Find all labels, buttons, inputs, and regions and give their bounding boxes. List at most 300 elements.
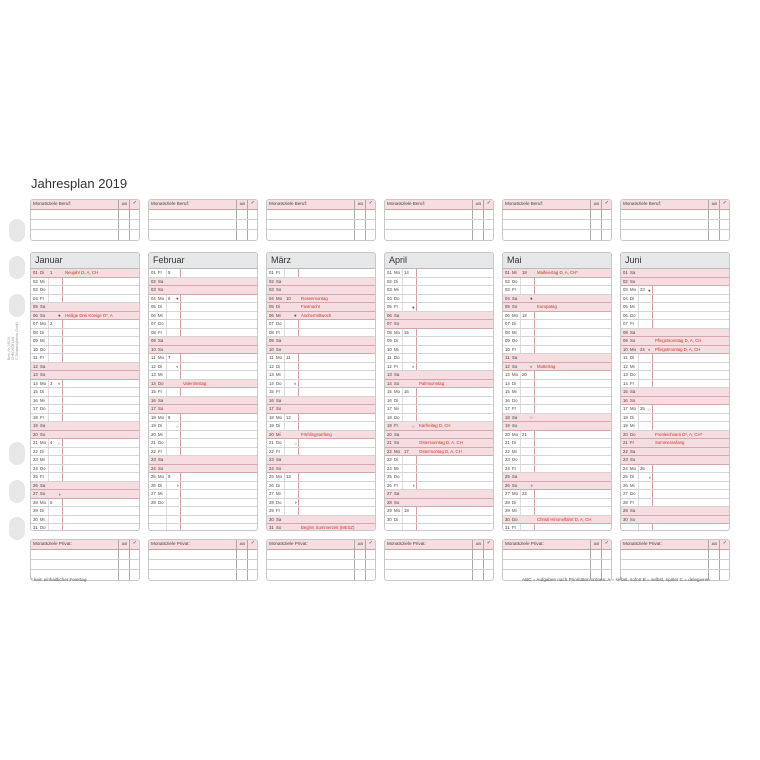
goals-line[interactable] [385,229,493,230]
day-row[interactable] [621,507,729,516]
day-row[interactable] [503,490,611,499]
day-number: 17 [269,406,274,411]
goals-line[interactable] [31,559,139,560]
day-row[interactable] [149,439,257,448]
weekday: Fr [276,389,281,394]
day-row[interactable] [267,499,375,508]
goals-line[interactable] [385,559,493,560]
day-row[interactable] [267,516,375,525]
day-row[interactable] [503,516,611,525]
day-row[interactable] [31,414,139,423]
weekday: Mi [40,338,45,343]
weekday: Sa [630,508,636,513]
day-row[interactable] [149,346,257,355]
day-row[interactable] [31,524,139,531]
day-row[interactable] [149,380,257,389]
weekday: Di [40,508,45,513]
day-row[interactable] [385,295,493,304]
day-row[interactable] [31,456,139,465]
day-number: 18 [33,414,38,420]
goals-box [502,539,612,581]
day-row[interactable] [503,414,611,423]
day-row[interactable] [149,524,257,531]
day-number: 19 [623,423,628,428]
page-title: Jahresplan 2019 [31,176,128,191]
day-row[interactable] [621,499,729,508]
day-number: 18 [387,414,392,420]
day-row[interactable] [621,286,729,295]
day-row[interactable] [267,295,375,304]
day-row[interactable] [621,397,729,406]
day-row[interactable] [267,490,375,499]
day-row[interactable] [267,363,375,372]
day-row[interactable] [385,363,493,372]
day-row[interactable] [621,516,729,525]
goals-line[interactable] [149,559,257,560]
moon-phase-icon: ● [176,296,179,301]
day-number: 15 [33,389,38,394]
weekday: Mo [276,355,282,360]
month-column [502,199,612,579]
day-number: 10 [387,346,392,352]
day-row[interactable] [31,329,139,338]
day-row[interactable] [621,439,729,448]
day-row[interactable] [385,312,493,321]
week-number: 10 [286,295,291,301]
side-imprint-line: Best.-Nr. 16219 [7,337,11,360]
day-row[interactable] [31,295,139,304]
holiday-label: Pfingstsonntag D, A, CH [655,338,702,343]
day-row[interactable] [621,320,729,329]
day-row[interactable] [31,269,139,278]
day-number: 12 [623,363,628,369]
day-row[interactable] [503,329,611,338]
goals-line[interactable] [149,569,257,570]
day-row[interactable] [31,405,139,414]
week-number: 5 [50,499,53,505]
day-row[interactable] [149,354,257,363]
day-row[interactable] [503,346,611,355]
day-row[interactable] [385,371,493,380]
day-row[interactable] [621,371,729,380]
day-row[interactable] [621,337,729,346]
day-row[interactable] [31,490,139,499]
day-row[interactable] [503,465,611,474]
day-row[interactable] [621,414,729,423]
day-row[interactable] [149,371,257,380]
day-row[interactable] [503,354,611,363]
day-row[interactable] [385,414,493,423]
day-row[interactable] [31,346,139,355]
day-row[interactable] [149,337,257,346]
day-row[interactable] [267,473,375,482]
day-number: 18 [623,414,628,420]
day-row[interactable] [503,278,611,287]
day-row[interactable] [31,363,139,372]
day-row[interactable] [31,507,139,516]
day-row[interactable] [385,354,493,363]
day-number: 15 [151,389,156,394]
day-row[interactable] [503,482,611,491]
day-row[interactable] [621,456,729,465]
day-row[interactable] [503,269,611,278]
day-row[interactable] [149,507,257,516]
day-row[interactable] [503,422,611,431]
day-row[interactable] [503,499,611,508]
weekday: Di [40,329,45,335]
day-row[interactable] [503,320,611,329]
day-row[interactable] [503,380,611,389]
day-row[interactable] [149,473,257,482]
check-icon: ✓ [486,200,491,206]
day-number: 16 [623,397,628,403]
goals-box [384,539,494,581]
weekday: Di [394,278,399,284]
day-row[interactable] [503,312,611,321]
day-row[interactable] [267,482,375,491]
goals-line[interactable] [503,229,611,230]
day-row[interactable] [503,431,611,440]
day-row[interactable] [31,337,139,346]
day-row[interactable] [621,329,729,338]
day-row[interactable] [31,388,139,397]
day-row[interactable] [149,414,257,423]
day-number: 13 [387,372,392,377]
weekday: Do [394,355,400,360]
day-row[interactable] [267,269,375,278]
day-row[interactable] [31,516,139,525]
day-row[interactable] [149,516,257,525]
day-row[interactable] [267,354,375,363]
day-row[interactable] [149,422,257,431]
day-row[interactable] [267,414,375,423]
day-row[interactable] [621,422,729,431]
holiday-label: Heilige Drei Könige D*, A [65,312,113,318]
weekday: So [158,346,164,352]
day-row[interactable] [385,490,493,499]
weekday: Do [40,287,46,292]
goals-line[interactable] [621,569,729,570]
day-row[interactable] [385,499,493,508]
day-row[interactable] [267,286,375,295]
weekday: So [276,406,282,411]
check-column [129,540,139,580]
day-row[interactable] [31,380,139,389]
day-row[interactable] [31,371,139,380]
day-row[interactable] [621,354,729,363]
day-number: 10 [151,346,156,352]
day-row[interactable] [267,524,375,531]
goals-line[interactable] [621,229,729,230]
day-row[interactable] [621,380,729,389]
day-number: 30 [623,516,628,522]
day-number: 10 [33,346,38,352]
day-row[interactable] [385,337,493,346]
priority-header: AB [121,201,127,206]
day-row[interactable] [267,371,375,380]
day-row[interactable] [31,312,139,321]
day-row[interactable] [149,456,257,465]
day-row[interactable] [385,286,493,295]
day-row[interactable] [621,278,729,287]
day-row[interactable] [149,286,257,295]
goals-line[interactable] [31,569,139,570]
month-header [267,253,375,269]
goals-line[interactable] [267,229,375,230]
day-row[interactable] [621,405,729,414]
weekday: Di [394,457,399,462]
day-row[interactable] [503,337,611,346]
day-row[interactable] [31,320,139,329]
day-number: 05 [623,304,628,309]
day-row[interactable] [503,295,611,304]
day-row[interactable] [503,473,611,482]
day-row[interactable] [267,397,375,406]
day-number: 13 [269,372,274,377]
weekday: Mo [512,491,518,496]
day-row[interactable] [149,363,257,372]
day-row[interactable] [149,499,257,508]
day-row[interactable] [621,482,729,491]
day-row[interactable] [149,312,257,321]
day-row[interactable] [385,456,493,465]
day-row[interactable] [267,422,375,431]
day-row[interactable] [31,397,139,406]
weekday: Sa [40,423,46,428]
goals-line[interactable] [621,219,729,220]
goals-label: Monatsziele Beruf: [269,201,308,206]
day-row[interactable] [149,320,257,329]
goals-line[interactable] [267,569,375,570]
day-row[interactable] [503,524,611,531]
day-row[interactable] [31,354,139,363]
weekday: Sa [512,295,518,301]
day-row[interactable] [31,422,139,431]
week-number: 11 [286,355,291,360]
week-number: 8 [168,414,171,420]
day-row[interactable] [503,397,611,406]
day-row[interactable] [621,363,729,372]
day-row[interactable] [621,303,729,312]
day-row[interactable] [31,465,139,474]
day-row[interactable] [385,473,493,482]
day-row[interactable] [503,371,611,380]
goals-line[interactable] [503,559,611,560]
weekday: Di [512,321,517,326]
week-number: 9 [168,474,171,479]
day-number: 09 [623,338,628,343]
day-row[interactable] [149,448,257,457]
day-row[interactable] [385,329,493,338]
day-row[interactable] [267,278,375,287]
check-icon: ✓ [250,540,255,546]
day-number: 20 [623,431,628,437]
day-row[interactable] [267,320,375,329]
goals-line[interactable] [149,219,257,220]
day-row[interactable] [385,448,493,457]
day-row[interactable] [149,388,257,397]
day-row[interactable] [267,337,375,346]
day-number: 21 [505,440,510,445]
priority-header: AB [239,201,245,206]
day-row[interactable] [621,524,729,531]
day-row[interactable] [149,482,257,491]
weekday: Fr [630,440,635,445]
day-row[interactable] [31,482,139,491]
priority-column [472,540,483,580]
goals-line[interactable] [503,569,611,570]
holiday-label: Aschermittwoch [301,312,332,318]
day-row[interactable] [503,507,611,516]
day-row[interactable] [621,295,729,304]
day-number: 31 [33,525,38,530]
day-row[interactable] [385,320,493,329]
day-row[interactable] [31,439,139,448]
day-row[interactable] [621,448,729,457]
day-row[interactable] [149,431,257,440]
day-row[interactable] [503,405,611,414]
day-row[interactable] [149,269,257,278]
weekday: Sa [394,372,400,377]
day-row[interactable] [267,380,375,389]
day-row[interactable] [267,456,375,465]
weekday: Fr [512,406,517,411]
day-row[interactable] [503,439,611,448]
day-row[interactable] [267,405,375,414]
day-row[interactable] [31,473,139,482]
day-row[interactable] [503,448,611,457]
day-row[interactable] [503,363,611,372]
day-row[interactable] [385,465,493,474]
day-number: 02 [623,278,628,284]
day-row[interactable] [621,431,729,440]
day-row[interactable] [621,346,729,355]
day-row[interactable] [149,405,257,414]
moon-phase-icon: ○ [648,406,651,412]
day-row[interactable] [267,465,375,474]
day-row[interactable] [503,286,611,295]
goals-line[interactable] [267,559,375,560]
goals-line[interactable] [503,219,611,220]
day-row[interactable] [621,465,729,474]
day-row[interactable] [385,439,493,448]
goals-line[interactable] [385,219,493,220]
day-number: 05 [387,304,392,309]
day-row[interactable] [267,507,375,516]
day-row[interactable] [149,397,257,406]
day-row[interactable] [31,431,139,440]
day-row[interactable] [385,524,493,531]
day-row[interactable] [31,286,139,295]
day-row[interactable] [267,346,375,355]
day-row[interactable] [385,269,493,278]
goals-box [620,199,730,241]
goals-line[interactable] [267,219,375,220]
day-row[interactable] [267,439,375,448]
weekday: Sa [630,329,636,335]
day-row[interactable] [149,465,257,474]
day-list [149,269,257,531]
day-row[interactable] [621,473,729,482]
day-row[interactable] [503,388,611,397]
goals-line[interactable] [385,569,493,570]
day-row[interactable] [31,278,139,287]
day-row[interactable] [31,303,139,312]
day-row[interactable] [385,303,493,312]
goals-label: Monatsziele Beruf: [505,201,544,206]
day-row[interactable] [503,303,611,312]
holiday-label: Karfreitag D, CH [419,423,451,428]
day-row[interactable] [385,278,493,287]
goals-line[interactable] [31,229,139,230]
check-column [601,540,611,580]
day-row[interactable] [385,431,493,440]
day-row[interactable] [621,490,729,499]
day-row[interactable] [385,380,493,389]
day-row[interactable] [385,422,493,431]
month-column [148,199,258,579]
day-number: 06 [151,312,156,318]
check-icon: ✓ [132,200,137,206]
day-row[interactable] [503,456,611,465]
weekday: Fr [276,270,281,275]
day-number: 20 [269,431,274,437]
day-row[interactable] [385,516,493,525]
day-number: 01 [623,270,628,275]
day-row[interactable] [149,295,257,304]
day-number: 19 [505,423,510,428]
week-number: 21 [522,431,527,437]
goals-line[interactable] [621,559,729,560]
day-row[interactable] [385,388,493,397]
weekday: Do [158,380,164,386]
day-row[interactable] [267,388,375,397]
holiday-label: Palmsonntag [419,380,445,386]
day-row[interactable] [31,448,139,457]
day-number: 30 [387,516,392,522]
day-number: 02 [33,278,38,284]
day-row[interactable] [385,482,493,491]
day-row[interactable] [267,329,375,338]
day-row[interactable] [149,490,257,499]
weekday: Do [512,457,518,462]
weekday: Mi [276,312,281,318]
weekday: Sa [394,491,400,496]
day-row[interactable] [149,278,257,287]
moon-phase-icon: ◑ [176,483,179,488]
day-row[interactable] [267,312,375,321]
day-row[interactable] [385,507,493,516]
day-row[interactable] [267,303,375,312]
day-row[interactable] [149,329,257,338]
day-row[interactable] [621,388,729,397]
day-row[interactable] [621,269,729,278]
day-row[interactable] [267,431,375,440]
goals-line[interactable] [31,219,139,220]
day-row[interactable] [385,397,493,406]
weekday: Mi [40,457,45,462]
goals-line[interactable] [149,229,257,230]
weekday: Mo [394,389,400,394]
day-row[interactable] [385,346,493,355]
day-row[interactable] [267,448,375,457]
day-row[interactable] [621,312,729,321]
day-row[interactable] [385,405,493,414]
check-icon: ✓ [368,200,373,206]
day-row[interactable] [31,499,139,508]
day-row[interactable] [149,303,257,312]
goals-label: Monatsziele Privat: [269,541,308,546]
